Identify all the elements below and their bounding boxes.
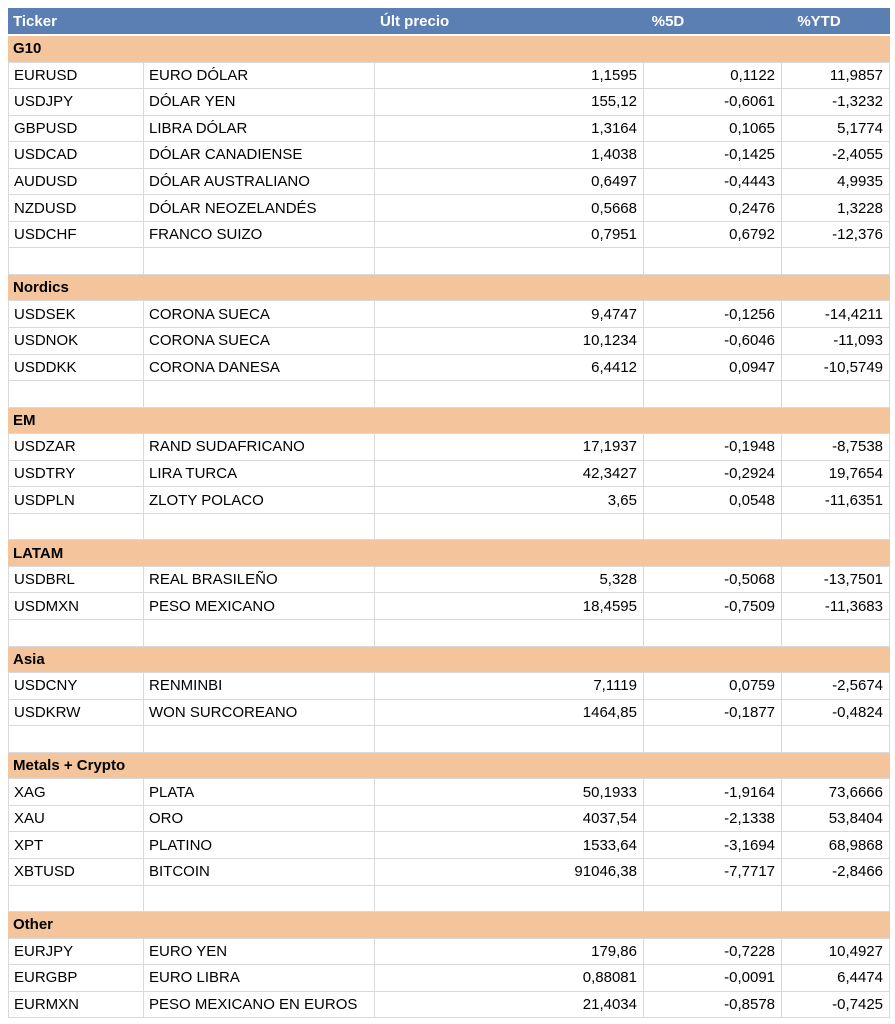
empty-cell[interactable] <box>375 620 644 646</box>
ticker-cell[interactable]: XPT <box>8 832 144 858</box>
pct-ytd-cell[interactable]: -11,3683 <box>782 593 890 619</box>
pct-5d-cell[interactable]: -2,1338 <box>644 806 782 832</box>
pct-5d-cell[interactable]: -0,1948 <box>644 434 782 460</box>
ticker-cell[interactable]: EURMXN <box>8 992 144 1018</box>
price-cell[interactable]: 7,1119 <box>375 673 644 699</box>
empty-cell[interactable] <box>144 620 375 646</box>
price-cell[interactable]: 1,3164 <box>375 116 644 142</box>
table-row-usdpln <box>8 487 890 514</box>
header-row <box>8 8 890 36</box>
section-label: LATAM <box>13 544 64 562</box>
name-cell[interactable]: BITCOIN <box>144 859 375 885</box>
pct-ytd-cell[interactable]: -0,7425 <box>782 992 890 1018</box>
section-label: EM <box>13 411 36 429</box>
pct-ytd-cell[interactable]: -2,4055 <box>782 142 890 168</box>
section-label: G10 <box>13 40 42 58</box>
pct-ytd-cell[interactable]: -12,376 <box>782 222 890 248</box>
spacer-row <box>8 886 890 913</box>
pct-5d-cell[interactable]: 0,0947 <box>644 355 782 381</box>
ticker-cell[interactable]: USDNOK <box>8 328 144 354</box>
price-cell[interactable]: 1464,85 <box>375 700 644 726</box>
name-cell[interactable]: LIRA TURCA <box>144 461 375 487</box>
ticker-cell[interactable]: USDDKK <box>8 355 144 381</box>
table-row-usdzar <box>8 434 890 461</box>
pct-ytd-cell[interactable]: -1,3232 <box>782 89 890 115</box>
empty-cell[interactable] <box>8 381 144 407</box>
empty-cell[interactable] <box>782 620 890 646</box>
section-label: Metals + Crypto <box>13 757 126 775</box>
name-cell[interactable]: EURO LIBRA <box>144 965 375 991</box>
table-row-usdkrw <box>8 700 890 727</box>
section-label: Asia <box>13 650 45 668</box>
table-row-usdcad <box>8 142 890 169</box>
header-name-spacer[interactable] <box>144 8 375 34</box>
table-row-audusd <box>8 169 890 196</box>
price-cell[interactable]: 42,3427 <box>375 461 644 487</box>
price-cell[interactable]: 5,328 <box>375 567 644 593</box>
pct-ytd-cell[interactable]: -13,7501 <box>782 567 890 593</box>
pct-ytd-cell[interactable]: 68,9868 <box>782 832 890 858</box>
section-row-em[interactable] <box>8 408 890 435</box>
table-row-usdcny <box>8 673 890 700</box>
section-row-latam[interactable] <box>8 540 890 567</box>
ticker-cell[interactable]: NZDUSD <box>8 195 144 221</box>
name-cell[interactable]: PLATA <box>144 779 375 805</box>
price-cell[interactable]: 0,7951 <box>375 222 644 248</box>
pct-5d-cell[interactable]: 0,0759 <box>644 673 782 699</box>
header-pct-5d[interactable]: %5D <box>651 12 685 30</box>
empty-cell[interactable] <box>144 886 375 912</box>
ticker-cell[interactable]: USDBRL <box>8 567 144 593</box>
price-cell[interactable]: 1,1595 <box>375 63 644 89</box>
ticker-cell[interactable]: USDPLN <box>8 487 144 513</box>
empty-cell[interactable] <box>8 886 144 912</box>
pct-ytd-cell[interactable]: -11,6351 <box>782 487 890 513</box>
ticker-cell[interactable]: EURGBP <box>8 965 144 991</box>
pct-5d-cell[interactable]: 0,1122 <box>644 63 782 89</box>
header-pct-ytd[interactable]: %YTD <box>797 12 841 30</box>
section-row-other[interactable] <box>8 912 890 939</box>
pct-5d-cell[interactable]: -0,6046 <box>644 328 782 354</box>
pct-ytd-cell[interactable]: 19,7654 <box>782 461 890 487</box>
spacer-row <box>8 381 890 408</box>
table-row-eurusd <box>8 63 890 90</box>
table-row-nzdusd <box>8 195 890 222</box>
empty-cell[interactable] <box>644 886 782 912</box>
name-cell[interactable]: EURO YEN <box>144 939 375 965</box>
pct-ytd-cell[interactable]: 1,3228 <box>782 195 890 221</box>
empty-cell[interactable] <box>782 726 890 752</box>
empty-cell[interactable] <box>8 514 144 540</box>
name-cell[interactable]: WON SURCOREANO <box>144 700 375 726</box>
price-cell[interactable]: 9,4747 <box>375 301 644 327</box>
empty-cell[interactable] <box>144 381 375 407</box>
ticker-cell[interactable]: USDCHF <box>8 222 144 248</box>
header-ticker[interactable]: Ticker <box>13 12 57 30</box>
name-cell[interactable]: RENMINBI <box>144 673 375 699</box>
ticker-cell[interactable]: USDKRW <box>8 700 144 726</box>
pct-ytd-cell[interactable]: 11,9857 <box>782 63 890 89</box>
price-cell[interactable]: 179,86 <box>375 939 644 965</box>
ticker-cell[interactable]: XAU <box>8 806 144 832</box>
table-row-usdsek <box>8 301 890 328</box>
empty-cell[interactable] <box>644 514 782 540</box>
pct-ytd-cell[interactable]: -11,093 <box>782 328 890 354</box>
ticker-cell[interactable]: AUDUSD <box>8 169 144 195</box>
name-cell[interactable]: PESO MEXICANO EN EUROS <box>144 992 375 1018</box>
pct-ytd-cell[interactable]: -14,4211 <box>782 301 890 327</box>
price-cell[interactable]: 17,1937 <box>375 434 644 460</box>
pct-ytd-cell[interactable]: -2,8466 <box>782 859 890 885</box>
price-cell[interactable]: 6,4412 <box>375 355 644 381</box>
pct-5d-cell[interactable]: -0,8578 <box>644 992 782 1018</box>
price-cell[interactable]: 155,12 <box>375 89 644 115</box>
empty-cell[interactable] <box>375 726 644 752</box>
pct-ytd-cell[interactable]: 4,9935 <box>782 169 890 195</box>
pct-ytd-cell[interactable]: -0,4824 <box>782 700 890 726</box>
ticker-cell[interactable]: GBPUSD <box>8 116 144 142</box>
spacer-row <box>8 726 890 753</box>
empty-cell[interactable] <box>144 726 375 752</box>
price-cell[interactable]: 18,4595 <box>375 593 644 619</box>
pct-5d-cell[interactable]: -0,5068 <box>644 567 782 593</box>
pct-5d-cell[interactable]: -0,1877 <box>644 700 782 726</box>
section-row-g10[interactable] <box>8 36 890 63</box>
pct-5d-cell[interactable]: -0,1256 <box>644 301 782 327</box>
price-cell[interactable]: 0,6497 <box>375 169 644 195</box>
name-cell[interactable]: PLATINO <box>144 832 375 858</box>
table-row-eurmxn <box>8 992 890 1019</box>
table-row-xpt <box>8 832 890 859</box>
ticker-cell[interactable]: USDCNY <box>8 673 144 699</box>
ticker-cell[interactable]: EURUSD <box>8 63 144 89</box>
empty-cell[interactable] <box>8 726 144 752</box>
table-body <box>8 36 890 1018</box>
empty-cell[interactable] <box>782 381 890 407</box>
price-cell[interactable]: 3,65 <box>375 487 644 513</box>
empty-cell[interactable] <box>8 248 144 274</box>
table-row-eurgbp <box>8 965 890 992</box>
table-row-usdbrl <box>8 567 890 594</box>
section-row-asia[interactable] <box>8 647 890 674</box>
empty-cell[interactable] <box>782 514 890 540</box>
empty-cell[interactable] <box>782 886 890 912</box>
price-cell[interactable]: 0,5668 <box>375 195 644 221</box>
ticker-cell[interactable]: EURJPY <box>8 939 144 965</box>
ticker-cell[interactable]: USDMXN <box>8 593 144 619</box>
pct-5d-cell[interactable]: -0,2924 <box>644 461 782 487</box>
pct-ytd-cell[interactable]: -10,5749 <box>782 355 890 381</box>
pct-ytd-cell[interactable]: 6,4474 <box>782 965 890 991</box>
pct-5d-cell[interactable]: -0,7509 <box>644 593 782 619</box>
price-cell[interactable]: 50,1933 <box>375 779 644 805</box>
spacer-row <box>8 248 890 275</box>
name-cell[interactable]: PESO MEXICANO <box>144 593 375 619</box>
section-row-metals-crypto[interactable] <box>8 753 890 780</box>
table-row-eurjpy <box>8 939 890 966</box>
spacer-row <box>8 514 890 541</box>
pct-5d-cell[interactable]: -3,1694 <box>644 832 782 858</box>
table-row-usdnok <box>8 328 890 355</box>
name-cell[interactable]: LIBRA DÓLAR <box>144 116 375 142</box>
table-row-xau <box>8 806 890 833</box>
spacer-row <box>8 620 890 647</box>
table-row-xbtusd <box>8 859 890 886</box>
name-cell[interactable]: RAND SUDAFRICANO <box>144 434 375 460</box>
pct-5d-cell[interactable]: 0,2476 <box>644 195 782 221</box>
empty-cell[interactable] <box>8 620 144 646</box>
table-row-usddkk <box>8 355 890 382</box>
name-cell[interactable]: DÓLAR NEOZELANDÉS <box>144 195 375 221</box>
table-row-xag <box>8 779 890 806</box>
table-row-usdchf <box>8 222 890 249</box>
empty-cell[interactable] <box>644 381 782 407</box>
table-row-usdmxn <box>8 593 890 620</box>
ticker-cell[interactable]: USDTRY <box>8 461 144 487</box>
name-cell[interactable]: CORONA SUECA <box>144 301 375 327</box>
ticker-cell[interactable]: USDJPY <box>8 89 144 115</box>
pct-5d-cell[interactable]: -0,4443 <box>644 169 782 195</box>
empty-cell[interactable] <box>644 726 782 752</box>
price-cell[interactable]: 91046,38 <box>375 859 644 885</box>
pct-ytd-cell[interactable]: -8,7538 <box>782 434 890 460</box>
name-cell[interactable]: REAL BRASILEÑO <box>144 567 375 593</box>
pct-5d-cell[interactable]: 0,6792 <box>644 222 782 248</box>
pct-5d-cell[interactable]: -0,7228 <box>644 939 782 965</box>
ticker-cell[interactable]: USDZAR <box>8 434 144 460</box>
empty-cell[interactable] <box>782 248 890 274</box>
name-cell[interactable]: CORONA DANESA <box>144 355 375 381</box>
table-row-usdtry <box>8 461 890 488</box>
pct-ytd-cell[interactable]: 53,8404 <box>782 806 890 832</box>
empty-cell[interactable] <box>375 248 644 274</box>
price-cell[interactable]: 0,88081 <box>375 965 644 991</box>
name-cell[interactable]: FRANCO SUIZO <box>144 222 375 248</box>
pct-5d-cell[interactable]: -0,0091 <box>644 965 782 991</box>
price-cell[interactable]: 1533,64 <box>375 832 644 858</box>
pct-5d-cell[interactable]: -1,9164 <box>644 779 782 805</box>
ticker-cell[interactable]: XAG <box>8 779 144 805</box>
empty-cell[interactable] <box>375 381 644 407</box>
pct-5d-cell[interactable]: 0,1065 <box>644 116 782 142</box>
name-cell[interactable]: DÓLAR AUSTRALIANO <box>144 169 375 195</box>
ticker-cell[interactable]: XBTUSD <box>8 859 144 885</box>
price-cell[interactable]: 21,4034 <box>375 992 644 1018</box>
name-cell[interactable]: DÓLAR YEN <box>144 89 375 115</box>
price-cell[interactable]: 10,1234 <box>375 328 644 354</box>
spreadsheet <box>8 8 890 1018</box>
empty-cell[interactable] <box>144 248 375 274</box>
empty-cell[interactable] <box>144 514 375 540</box>
table-row-usdjpy <box>8 89 890 116</box>
section-row-nordics[interactable] <box>8 275 890 302</box>
pct-5d-cell[interactable]: -7,7717 <box>644 859 782 885</box>
name-cell[interactable]: ORO <box>144 806 375 832</box>
ticker-cell[interactable]: USDCAD <box>8 142 144 168</box>
ticker-cell[interactable]: USDSEK <box>8 301 144 327</box>
section-label: Nordics <box>13 279 69 297</box>
name-cell[interactable]: DÓLAR CANADIENSE <box>144 142 375 168</box>
name-cell[interactable]: EURO DÓLAR <box>144 63 375 89</box>
section-label: Other <box>13 916 54 934</box>
pct-5d-cell[interactable]: -0,6061 <box>644 89 782 115</box>
pct-5d-cell[interactable]: 0,0548 <box>644 487 782 513</box>
pct-ytd-cell[interactable]: -2,5674 <box>782 673 890 699</box>
empty-cell[interactable] <box>375 514 644 540</box>
pct-ytd-cell[interactable]: 10,4927 <box>782 939 890 965</box>
empty-cell[interactable] <box>375 886 644 912</box>
pct-ytd-cell[interactable]: 73,6666 <box>782 779 890 805</box>
name-cell[interactable]: ZLOTY POLACO <box>144 487 375 513</box>
table-row-gbpusd <box>8 116 890 143</box>
empty-cell[interactable] <box>644 620 782 646</box>
price-cell[interactable]: 4037,54 <box>375 806 644 832</box>
price-cell[interactable]: 1,4038 <box>375 142 644 168</box>
header-ult-precio[interactable]: Últ precio <box>380 12 450 30</box>
name-cell[interactable]: CORONA SUECA <box>144 328 375 354</box>
empty-cell[interactable] <box>644 248 782 274</box>
pct-ytd-cell[interactable]: 5,1774 <box>782 116 890 142</box>
pct-5d-cell[interactable]: -0,1425 <box>644 142 782 168</box>
